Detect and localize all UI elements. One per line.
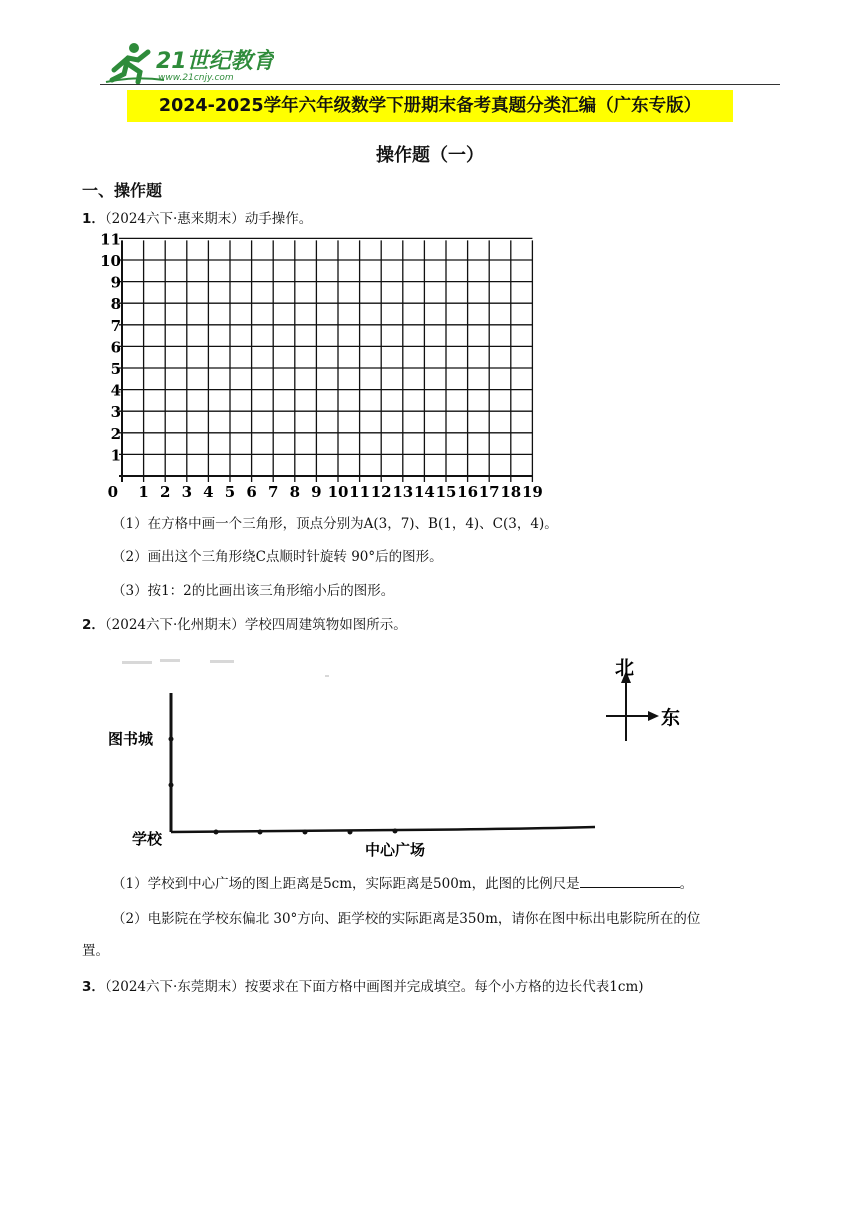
y-tick-label: 8	[110, 295, 121, 314]
x-tick-label: 18	[500, 483, 522, 501]
y-tick-label: 4	[110, 381, 121, 400]
y-tick-label: 3	[110, 403, 121, 422]
y-tick-label: 10	[100, 252, 121, 270]
question-source: （2024六下·东莞期末）	[104, 979, 245, 995]
school-map	[100, 645, 720, 865]
q2-part-1-text: （1）学校到中心广场的图上距离是5cm，实际距离是500m，此图的比例尺是	[112, 876, 580, 892]
x-tick-label: 10	[327, 483, 349, 501]
question-source: （2024六下·化州期末）	[104, 617, 245, 633]
q2-part-1-end: 。	[679, 876, 694, 892]
school-label: 学校	[132, 830, 163, 848]
y-tick-label: 2	[110, 424, 121, 443]
logo-url: www.21cnjy.com	[158, 73, 234, 83]
square-point	[393, 829, 398, 834]
question-number: 1．	[82, 211, 105, 227]
library-point	[169, 737, 174, 742]
east-label: 东	[661, 707, 681, 729]
site-logo	[104, 40, 274, 86]
x-tick-label: 3	[181, 483, 193, 501]
square-label: 中心广场	[365, 841, 426, 859]
question-text: 按要求在下面方格中画图并完成填空。每个小方格的边长代表1cm)	[244, 979, 644, 995]
scan-noise	[122, 659, 329, 677]
logo-text: 21世纪教育	[156, 49, 274, 74]
y-tick-label: 7	[110, 316, 121, 335]
question-3	[82, 975, 644, 995]
q2-part-2-cont: 置。	[82, 943, 109, 959]
y-tick-label: 6	[110, 338, 121, 357]
document-title: 2024-2025学年六年级数学下册期末备考真题分类汇编（广东专版）	[127, 90, 733, 122]
q2-part-1	[112, 872, 693, 892]
question-source: （2024六下·惠来期末）	[104, 211, 245, 227]
x-tick-label: 9	[311, 483, 322, 501]
north-label: 北	[615, 657, 635, 679]
question-number: 2．	[82, 617, 105, 633]
x-tick-label: 1	[138, 483, 149, 501]
section-title: 一、操作题	[82, 181, 163, 200]
x-tick-label: 13	[392, 483, 414, 501]
x-tick-label: 7	[267, 483, 279, 501]
y-tick-label: 1	[110, 446, 121, 465]
x-tick-label: 12	[370, 483, 392, 501]
library-label: 图书城	[108, 730, 154, 748]
answer-blank[interactable]	[580, 873, 680, 888]
y-tick-label: 9	[110, 273, 121, 292]
coordinate-grid	[100, 232, 560, 502]
x-tick-label: 4	[203, 483, 214, 501]
axis-point	[169, 783, 174, 788]
x-tick-label: 8	[289, 483, 301, 501]
x-tick-label: 2	[159, 483, 171, 501]
question-text: 动手操作。	[244, 211, 313, 227]
q2-part-2: （2）电影院在学校东偏北 30°方向、距学校的实际距离是350m，请你在图中标出电影院所在的位	[112, 911, 701, 927]
axis-point	[258, 830, 263, 835]
x-tick-label: 16	[457, 483, 479, 501]
east-axis	[171, 827, 595, 832]
x-tick-label: 17	[478, 483, 500, 501]
document-subtitle: 操作题（一）	[376, 145, 484, 166]
q1-part-1: （1）在方格中画一个三角形，顶点分别为A(3，7)、B(1，4)、C(3，4)。	[112, 516, 558, 532]
axis-point	[348, 830, 353, 835]
axis-point	[214, 830, 219, 835]
y-tick-label: 5	[110, 360, 121, 378]
x-tick-label: 15	[435, 483, 457, 501]
question-1	[82, 207, 312, 227]
compass-icon	[606, 671, 659, 741]
header-divider	[100, 84, 780, 85]
q1-part-2: （2）画出这个三角形绕C点顺时针旋转 90°后的图形。	[112, 549, 443, 565]
x-tick-label: 14	[413, 483, 435, 501]
x-tick-label: 5	[224, 483, 236, 501]
x-tick-label: 19	[521, 483, 543, 501]
x-tick-label: 0	[107, 483, 118, 501]
question-number: 3．	[82, 979, 105, 995]
question-2	[82, 613, 407, 633]
x-tick-label: 6	[246, 483, 257, 501]
x-tick-label: 11	[349, 483, 371, 501]
q1-part-3: （3）按1：2的比画出该三角形缩小后的图形。	[112, 583, 395, 599]
y-tick-label: 11	[100, 232, 121, 249]
axis-point	[303, 830, 308, 835]
question-text: 学校四周建筑物如图所示。	[244, 617, 407, 633]
